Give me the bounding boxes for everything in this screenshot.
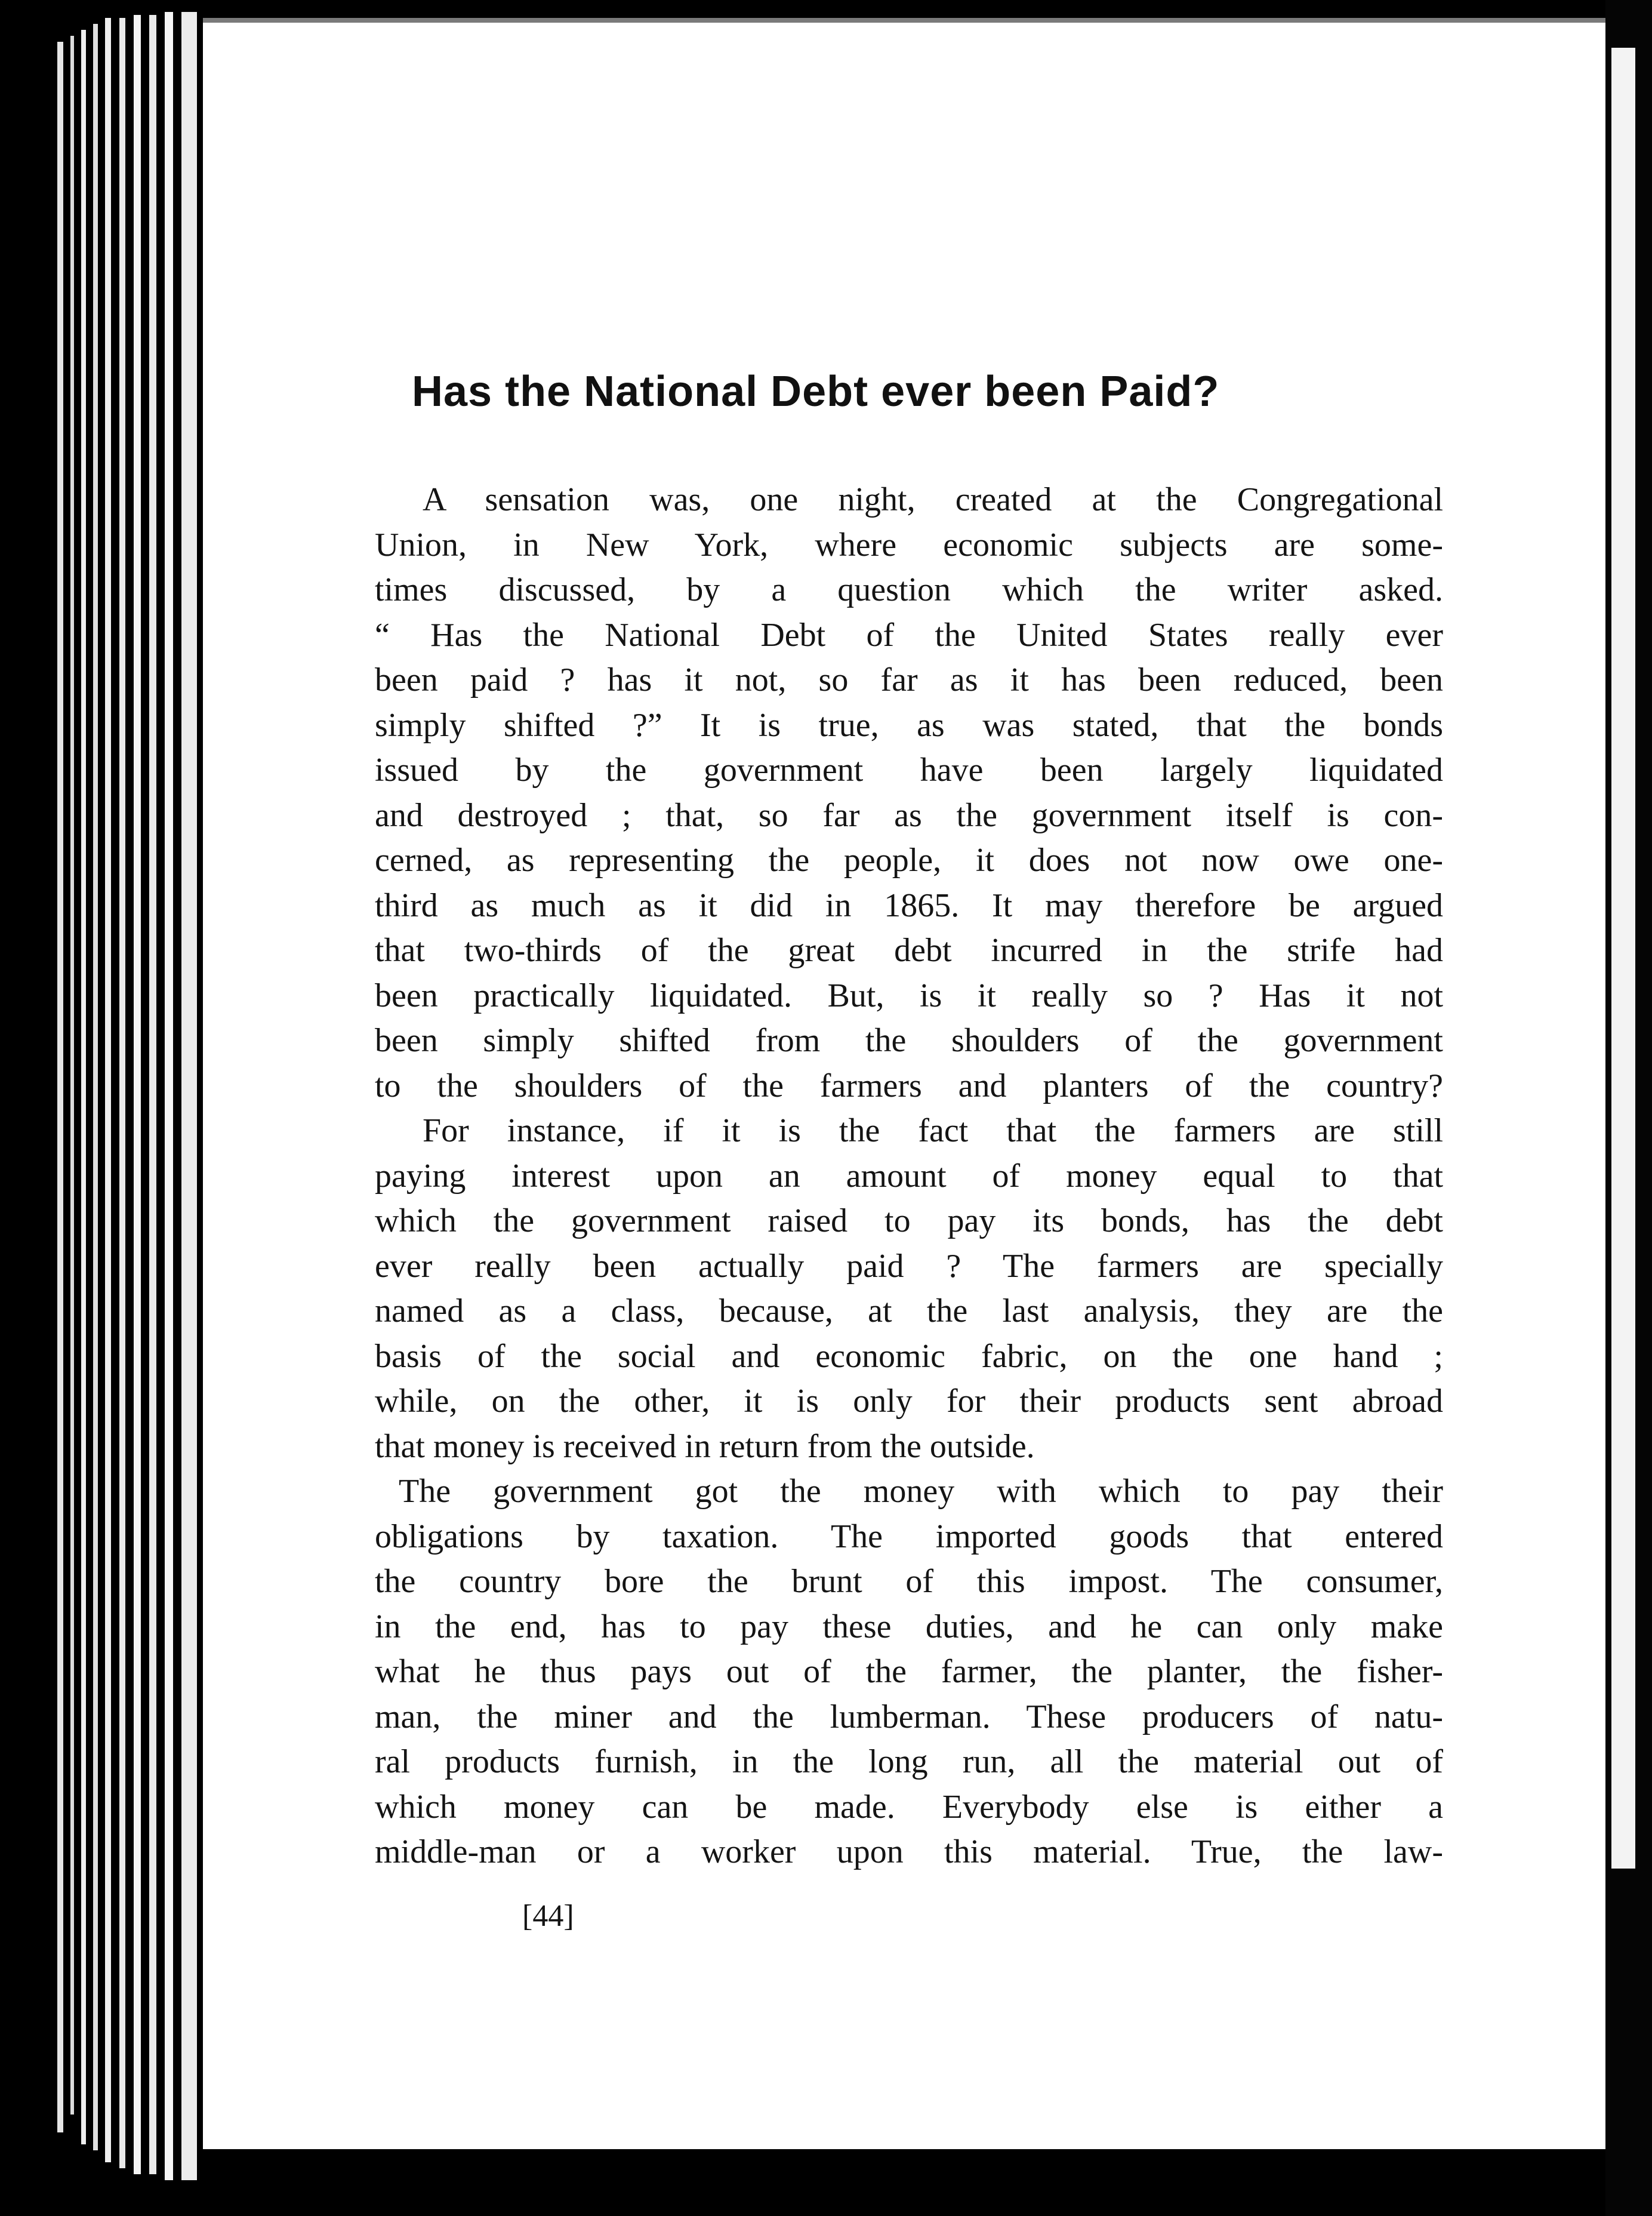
text-line: been simply shifted from the shoulders of the government bbox=[375, 1022, 1443, 1059]
page-edge bbox=[181, 12, 197, 2180]
text-line: that two-thirds of the great debt incurred in the strife had bbox=[375, 932, 1443, 969]
text-line: issued by the government have been largely liquidated bbox=[375, 752, 1443, 789]
paragraph bbox=[375, 478, 1443, 1109]
text-line: middle-man or a worker upon this material. True, the law- bbox=[375, 1833, 1443, 1870]
text-line: named as a class, because, at the last analysis, they are the bbox=[375, 1292, 1443, 1329]
text-line: simply shifted ?” It is true, as was stated, that the bonds bbox=[375, 706, 1443, 744]
text-line: ever really been actually paid ? The farmers are specially bbox=[375, 1247, 1443, 1285]
text-line: ral products furnish, in the long run, all the material out of bbox=[375, 1743, 1443, 1780]
text-line: obligations by taxation. The imported goods that entered bbox=[375, 1518, 1443, 1555]
text-line: and destroyed ; that, so far as the government itself is con- bbox=[375, 796, 1443, 834]
page-edge bbox=[57, 42, 63, 2132]
text-line: For instance, if it is the fact that the farmers are still bbox=[423, 1112, 1443, 1149]
text-line: third as much as it did in 1865. It may therefore be argued bbox=[375, 887, 1443, 924]
page-edge bbox=[134, 15, 141, 2174]
page-edge bbox=[165, 12, 173, 2180]
page-number: [44] bbox=[522, 1899, 574, 1933]
next-page-edge bbox=[1611, 48, 1635, 1869]
text-line: which the government raised to pay its bonds, has the debt bbox=[375, 1202, 1443, 1239]
text-line: what he thus pays out of the farmer, the planter, the fisher- bbox=[375, 1653, 1443, 1690]
page-top-edge bbox=[203, 18, 1605, 23]
text-line: paying interest upon an amount of money equal to that bbox=[375, 1157, 1443, 1195]
page-edge bbox=[149, 15, 156, 2174]
text-line: “ Has the National Debt of the United States really ever bbox=[375, 616, 1443, 654]
paragraph bbox=[375, 1109, 1443, 1469]
text-line: the country bore the brunt of this impost. The consumer, bbox=[375, 1563, 1443, 1600]
text-line: to the shoulders of the farmers and planters of the country? bbox=[375, 1067, 1443, 1104]
text-line: Union, in New York, where economic subjects are some- bbox=[375, 526, 1443, 564]
text-line: in the end, has to pay these duties, and he can only make bbox=[375, 1608, 1443, 1645]
text-line: A sensation was, one night, created at the Congregational bbox=[423, 481, 1443, 518]
chapter-title: Has the National Debt ever been Paid? bbox=[412, 368, 1220, 415]
page-edge bbox=[70, 36, 74, 2115]
text-line: basis of the social and economic fabric, on the one hand ; bbox=[375, 1337, 1443, 1375]
text-line: The government got the money with which to pay their bbox=[399, 1473, 1443, 1510]
text-line: that money is received in return from the outside. bbox=[375, 1427, 1035, 1465]
text-line: cerned, as representing the people, it does not now owe one- bbox=[375, 842, 1443, 879]
text-line: been practically liquidated. But, is it really so ? Has it not bbox=[375, 977, 1443, 1014]
page-edge bbox=[105, 18, 111, 2162]
text-line: been paid ? has it not, so far as it has been reduced, been bbox=[375, 661, 1443, 698]
text-line: while, on the other, it is only for their products sent abroad bbox=[375, 1383, 1443, 1420]
page-edge bbox=[81, 30, 86, 2144]
text-line: times discussed, by a question which the writer asked. bbox=[375, 571, 1443, 608]
paragraph bbox=[375, 1469, 1443, 1875]
text-line: man, the miner and the lumberman. These producers of natu- bbox=[375, 1698, 1443, 1735]
body-text bbox=[375, 478, 1443, 1875]
page-edge bbox=[93, 24, 98, 2150]
page-edge bbox=[119, 18, 125, 2168]
text-line: which money can be made. Everybody else is either a bbox=[375, 1788, 1443, 1826]
